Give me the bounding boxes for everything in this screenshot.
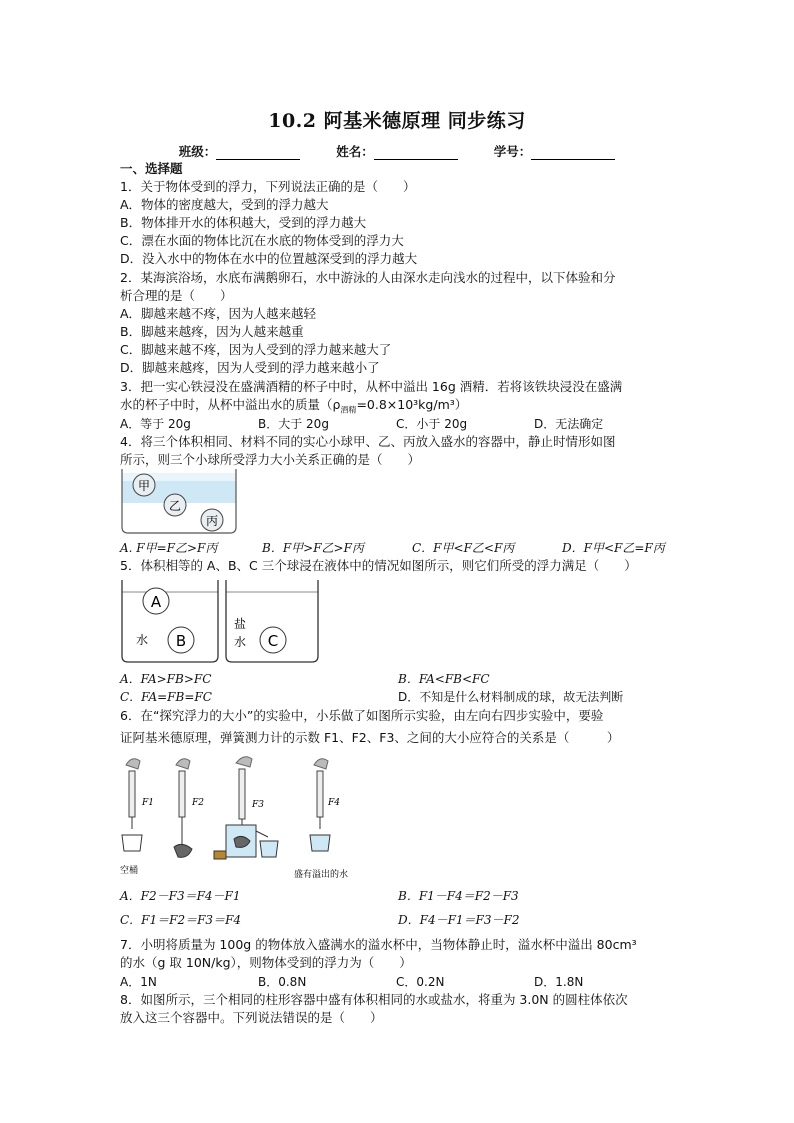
id-field	[494, 142, 616, 160]
q6-label-empty-bucket: 空桶	[120, 866, 139, 876]
q4-option-d: D．F甲<F乙=F丙	[562, 541, 665, 555]
q4-option-a: A. F甲=F乙>F丙	[120, 541, 218, 555]
q7-option-c: C．0.2N	[396, 975, 445, 989]
q7-stem-line1: 7．小明将质量为 100g 的物体放入盛满水的溢水杯中，当物体静止时，溢水杯中溢出 80cm³	[120, 937, 637, 952]
name-label: 姓名：	[336, 144, 374, 159]
q4-ball-bing-label: 丙	[205, 514, 219, 528]
q6-label-f3: F3	[252, 800, 264, 810]
q6-spring-scale-1	[129, 771, 135, 817]
q6-bucket-4	[310, 835, 330, 851]
q5-option-b: B．FA<FB<FC	[398, 672, 490, 686]
q5-option-d: D．不知是什么材料制成的球，故无法判断	[398, 690, 624, 704]
q4-stem-line1: 4．将三个体积相同、材料不同的实心小球甲、乙、丙放入盛水的容器中，静止时情形如图	[120, 434, 616, 449]
q5-ball-c-label: C	[267, 632, 279, 650]
q1-option-a: A．物体的密度越大，受到的浮力越大	[120, 197, 329, 212]
q6-label-f4: F4	[328, 798, 340, 808]
q7-option-d: D．1.8N	[534, 975, 584, 989]
q6-spring-scale-4	[317, 771, 323, 817]
q1-option-b: B．物体排开水的体积越大，受到的浮力越大	[120, 215, 367, 230]
q2-option-d: D．脚越来越疼，因为人受到的浮力越来越小了	[120, 360, 380, 375]
q4-ball-jia-label: 甲	[137, 479, 151, 493]
q6-step2	[174, 759, 204, 858]
q6-label-f2: F2	[192, 798, 204, 808]
id-blank	[531, 146, 615, 160]
q6-step1	[122, 759, 154, 851]
class-label: 班级：	[178, 144, 217, 159]
q5-figure	[118, 578, 322, 664]
q3-option-b: B．大于 20g	[258, 417, 329, 431]
q2-option-a: A．脚越来越不疼，因为人越来越轻	[120, 306, 317, 321]
q3-stem-text: 水的杯子中时，从杯中溢出水的质量（ρ	[120, 397, 341, 412]
q3-stem-line1: 3．把一实心铁浸没在盛满酒精的杯子中时，从杯中溢出 16g 酒精．若将该铁块浸没在盛满	[120, 379, 623, 394]
name-field	[336, 142, 458, 160]
q6-spring-scale-2	[179, 771, 185, 817]
q6-option-c: C．F1＝F2＝F3＝F4	[120, 913, 242, 927]
q6-option-d: D．F4－F1＝F3－F2	[398, 913, 520, 927]
q3-option-a: A．等于 20g	[120, 417, 191, 431]
q4-figure	[118, 469, 240, 535]
student-info-row	[0, 142, 794, 160]
q2-stem-line1: 2．某海滨浴场，水底布满鹅卵石，水中游泳的人由深水走向浅水的过程中，以下体验和分	[120, 270, 616, 285]
q8-stem-line1: 8．如图所示，三个相同的柱形容器中盛有体积相同的水或盐水，将重为 3.0N 的圆柱体依次	[120, 992, 628, 1007]
q1-option-c: C．漂在水面的物体比沉在水底的物体受到的浮力大	[120, 233, 404, 248]
class-blank	[216, 146, 300, 160]
q5-salt-label-2: 水	[233, 635, 247, 649]
q5-salt-label-1: 盐	[233, 617, 247, 631]
q5-stem: 5．体积相等的 A、B、C 三个球浸在液体中的情况如图所示，则它们所受的浮力满足（ ）	[120, 558, 637, 573]
q8-stem-line2: 放入这三个容器中。下列说法错误的是（ ）	[120, 1010, 383, 1025]
q5-ball-b-label: B	[175, 632, 187, 650]
q6-label-overflow-water: 盛有溢出的水	[294, 870, 349, 880]
q6-spout	[256, 831, 268, 837]
q6-hand-4	[314, 759, 328, 769]
section-heading: 一、选择题	[120, 161, 183, 176]
q6-catch-bucket	[260, 841, 278, 857]
q4-ball-yi-label: 乙	[168, 499, 182, 513]
q2-option-c: C．脚越来越不疼，因为人受到的浮力越来越大了	[120, 342, 392, 357]
q6-option-b: B．F1－F4＝F2－F3	[398, 889, 519, 903]
q5-ball-a-label: A	[150, 593, 162, 611]
q6-hand-1	[126, 759, 140, 769]
q1-stem: 1．关于物体受到的浮力，下列说法正确的是（ ）	[120, 179, 416, 194]
name-blank	[374, 146, 458, 160]
q6-hand-3	[236, 757, 252, 767]
q3-option-d: D．无法确定	[534, 417, 604, 431]
q6-hand-2	[176, 759, 190, 769]
q5-water-label: 水	[135, 633, 149, 647]
q6-figure	[118, 753, 368, 883]
q5-option-a: A．FA>FB>FC	[120, 672, 212, 686]
q6-step3	[214, 757, 278, 859]
class-field	[179, 142, 301, 160]
q6-label-f1: F1	[142, 798, 154, 808]
q4-option-c: C．F甲<F乙<F丙	[412, 541, 515, 555]
q7-option-a: A．1N	[120, 975, 157, 989]
q6-option-a: A．F2－F3＝F4－F1	[120, 889, 241, 903]
q1-option-d: D．没入水中的物体在水中的位置越深受到的浮力越大	[120, 251, 418, 266]
q6-block	[214, 851, 226, 859]
q5-option-c: C．FA=FB=FC	[120, 690, 212, 704]
page-title: 10.2 阿基米德原理 同步练习	[268, 110, 526, 132]
q6-stem-line2: 证阿基米德原理，弹簧测力计的示数 F1、F2、F3、之间的大小应符合的关系是（ ）	[120, 730, 620, 745]
q3-subscript: 酒精	[340, 405, 357, 415]
q6-bucket-1	[122, 835, 142, 851]
q6-stem-line1: 6．在“探究浮力的大小”的实验中，小乐做了如图所示实验，由左向右四步实验中，要验	[120, 708, 604, 723]
q4-option-b: B．F甲>F乙>F丙	[262, 541, 364, 555]
q4-stem-line2: 所示，则三个小球所受浮力大小关系正确的是（ ）	[120, 452, 421, 467]
q7-option-b: B．0.8N	[258, 975, 307, 989]
q3-stem-density: =0.8×10³kg/m³）	[356, 397, 468, 412]
q2-option-b: B．脚越来越疼，因为人越来越重	[120, 324, 304, 339]
q2-stem-line2: 析合理的是（ ）	[120, 288, 233, 303]
q6-spring-scale-3	[239, 769, 245, 819]
id-label: 学号：	[493, 144, 532, 159]
q6-stone-2	[174, 844, 192, 857]
q6-step4	[310, 759, 340, 851]
q7-stem-line2: 的水（g 取 10N/kg），则物体受到的浮力为（ ）	[120, 955, 412, 970]
q3-option-c: C．小于 20g	[396, 417, 468, 431]
